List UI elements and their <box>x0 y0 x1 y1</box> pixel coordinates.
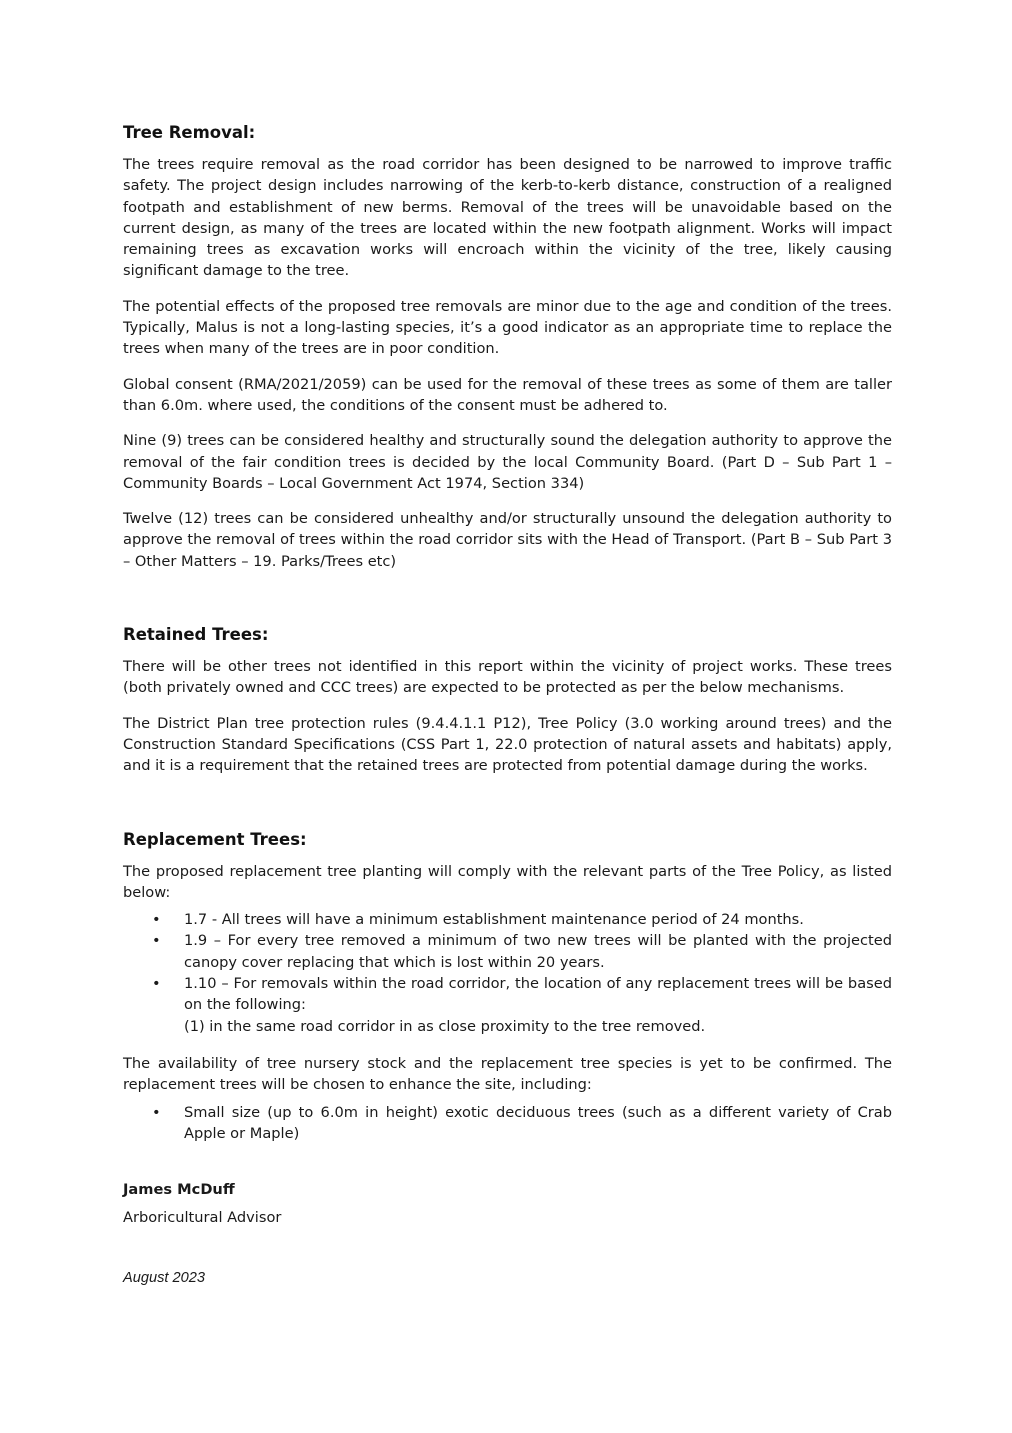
replacement-trees-section <box>123 828 892 1145</box>
list-item-text: 1.10 – For removals within the road corridor, the location of any replacement trees will be based on the following: <box>184 975 892 1014</box>
bullet-icon: • <box>152 1103 161 1121</box>
retained-trees-section <box>123 623 892 776</box>
species-list <box>123 1102 892 1145</box>
policy-list <box>123 909 892 1037</box>
signature-block <box>123 1179 892 1286</box>
tree-removal-paragraph: The trees require removal as the road corridor has been designed to be narrowed to improve traffic safety. The project design includes narrowing of the kerb-to-kerb distance, construction of a realigned footpath and establishment of new berms. Removal of the trees will be unavoidable based on the current design, as many of the trees are located within the new footpath alignment. Works will impact remaining trees as excavation works will encroach within the vicinity of the tree, likely causing significant damage to the tree. <box>123 156 892 280</box>
list-item-text: 1.9 – For every tree removed a minimum of two new trees will be planted with the projected canopy cover replacing that which is lost within 20 years. <box>184 932 892 971</box>
tree-removal-paragraph: Global consent (RMA/2021/2059) can be used for the removal of these trees as some of them are taller than 6.0m. where used, the conditions of the consent must be adhered to. <box>123 375 892 414</box>
tree-removal-paragraph: Twelve (12) trees can be considered unhealthy and/or structurally unsound the delegation authority to approve the removal of trees within the road corridor sits with the Head of Transport. (Part B – Sub Part 3 – Other Matters – 19. Parks/Trees etc) <box>123 510 892 570</box>
retained-trees-paragraph: The District Plan tree protection rules (9.4.4.1.1 P12), Tree Policy (3.0 working around trees) and the Construction Standard Specifications (CSS Part 1, 22.0 protection of natural assets and habitats) apply, and it is a requirement that the retained trees are protected from potential damage during the works. <box>123 714 892 775</box>
replacement-availability-paragraph: The availability of tree nursery stock and the replacement tree species is yet to be confirmed. The replacement trees will be chosen to enhance the site, including: <box>123 1054 892 1094</box>
list-item <box>123 973 892 1037</box>
tree-removal-section <box>123 121 892 572</box>
signature-name: James McDuff <box>123 1181 235 1199</box>
tree-removal-paragraph: The potential effects of the proposed tree removals are minor due to the age and condition of the trees. Typically, Malus is not a long-lasting species, it’s a good indicator as an appropriate time to replace the trees when many of the trees are in poor condition. <box>123 297 892 358</box>
replacement-trees-intro: The proposed replacement tree planting will comply with the relevant parts of the Tree Policy, as listed below: <box>123 862 892 901</box>
bullet-icon: • <box>152 932 161 950</box>
list-subitem-text: (1) in the same road corridor in as close proximity to the tree removed. <box>184 1017 706 1035</box>
document-page <box>123 121 892 1286</box>
list-item <box>123 909 892 930</box>
bullet-icon: • <box>152 975 161 993</box>
list-item <box>123 930 892 973</box>
retained-trees-paragraph: There will be other trees not identified in this report within the vicinity of project works. These trees (both privately owned and CCC trees) are expected to be protected as per the below mechanisms. <box>123 658 892 697</box>
section-spacer <box>123 791 892 828</box>
list-item-text: 1.7 - All trees will have a minimum establishment maintenance period of 24 months. <box>184 911 804 929</box>
document-date: August 2023 <box>123 1270 205 1287</box>
retained-trees-heading: Retained Trees: <box>123 625 269 645</box>
signature-role: Arboricultural Advisor <box>123 1209 282 1227</box>
tree-removal-paragraph: Nine (9) trees can be considered healthy and structurally sound the delegation authority to approve the removal of the fair condition trees is decided by the local Community Board. (Part D – Sub Part 1 – Community Boards – Local Government Act 1974, Section 334) <box>123 432 892 492</box>
list-item-text: Small size (up to 6.0m in height) exotic deciduous trees (such as a different variety of Crab Apple or Maple) <box>184 1103 892 1142</box>
replacement-trees-heading: Replacement Trees: <box>123 829 307 849</box>
tree-removal-heading: Tree Removal: <box>123 123 256 142</box>
section-spacer <box>123 586 892 623</box>
list-item <box>123 1102 892 1145</box>
bullet-icon: • <box>152 911 161 929</box>
